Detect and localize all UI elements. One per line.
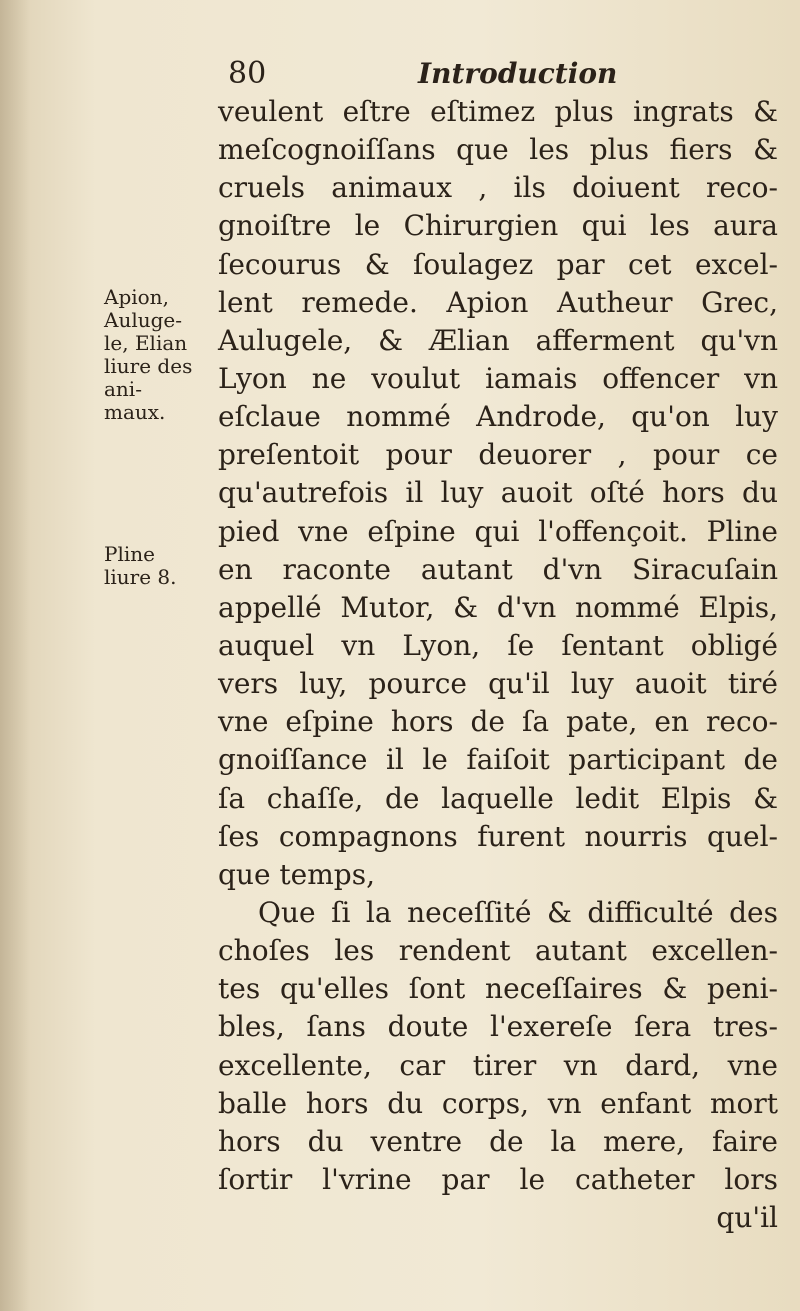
text-line: hors du ventre de la mere, faire <box>218 1124 778 1158</box>
text-line: Aulugele, & Ælian afferment qu'vn <box>218 323 778 357</box>
text-line: en raconte autant d'vn Siracuſain <box>218 552 778 586</box>
text-line: vers luy, pource qu'il luy auoit tiré <box>218 667 778 701</box>
text-line: lent remede. Apion Autheur Grec, <box>218 285 778 319</box>
margin-note-line: Pline <box>104 542 155 566</box>
text-line: balle hors du corps, vn enfant mort <box>218 1086 778 1120</box>
text-line: qu'autrefois il luy auoit oſté hors du <box>218 476 778 510</box>
text-line: eſclaue nommé Androde, qu'on luy <box>218 400 778 434</box>
margin-note-pline <box>104 543 222 589</box>
text-line: appellé Mutor, & d'vn nommé Elpis, <box>218 590 778 624</box>
text-line: ſa chaſſe, de laquelle ledit Elpis & <box>218 781 778 815</box>
text-line: tes qu'elles ſont neceſſaires & peni- <box>218 972 778 1006</box>
margin-note-line: maux. <box>104 400 166 424</box>
text-line: Que ſi la neceſſité & difficulté des <box>258 895 778 929</box>
text-line: meſcognoiſſans que les plus fiers & <box>218 133 778 167</box>
margin-note-line: liure 8. <box>104 565 177 589</box>
margin-note-line: Apion, <box>104 285 169 309</box>
text-line: ſortir l'vrine par le catheter lors <box>218 1162 778 1196</box>
margin-note-line: ani- <box>104 377 142 401</box>
text-line: pied vne eſpine qui l'offençoit. Pline <box>218 514 778 548</box>
text-line: vne eſpine hors de ſa pate, en reco- <box>218 705 778 739</box>
running-title: Introduction <box>418 57 618 90</box>
body-text <box>218 93 778 1237</box>
text-line: ſes compagnons furent nourris quel- <box>218 819 778 853</box>
text-line: excellente, car tirer vn dard, vne <box>218 1048 778 1082</box>
text-line: que temps, <box>218 857 375 891</box>
margin-note-line: liure des <box>104 354 193 378</box>
text-line: gnoiſſance il le faiſoit participant de <box>218 743 778 777</box>
text-line: ſecourus & ſoulagez par cet excel- <box>218 247 778 281</box>
text-line: cruels animaux , ils doiuent reco- <box>218 171 778 205</box>
page-number: 80 <box>228 56 267 91</box>
margin-note-line: Auluge- <box>104 308 182 332</box>
catchword: qu'il <box>716 1201 778 1235</box>
margin-note-line: le, Elian <box>104 331 188 355</box>
text-line: veulent eſtre eſtimez plus ingrats & <box>218 95 778 128</box>
text-line: auquel vn Lyon, ſe ſentant obligé <box>218 628 778 662</box>
margin-note-apion <box>104 286 222 424</box>
text-line: choſes les rendent autant excellen- <box>218 934 778 968</box>
text-line: bles, ſans doute l'exereſe ſera tres- <box>218 1010 778 1044</box>
page-header <box>228 52 768 96</box>
text-line: Lyon ne voulut iamais offencer vn <box>218 361 778 395</box>
text-line: preſentoit pour deuorer , pour ce <box>218 438 778 472</box>
text-line: gnoiſtre le Chirurgien qui les aura <box>218 209 778 243</box>
